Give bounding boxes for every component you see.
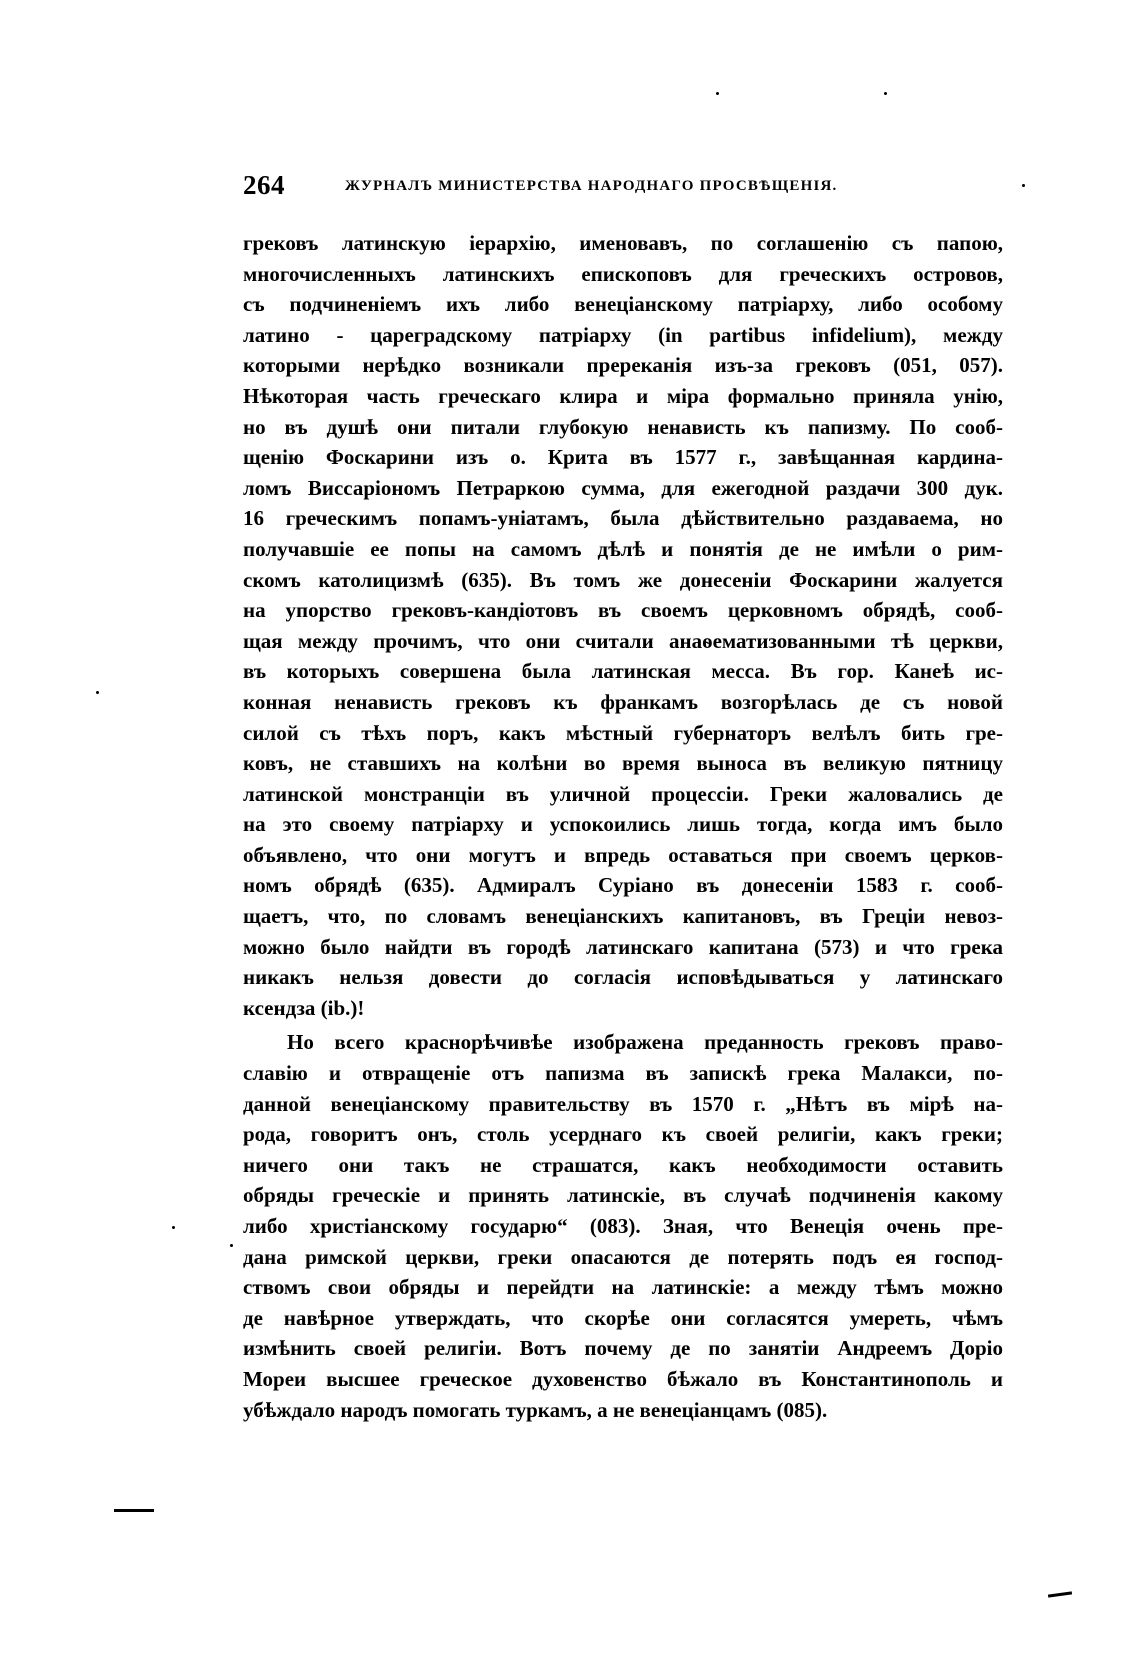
text-line: обряды греческіе и принять латинскіе, въ случаѣ подчиненія какому xyxy=(243,1183,1003,1208)
text-line: на упорство грековъ-кандіотовъ въ своемъ церковномъ обрядѣ, сооб- xyxy=(243,598,1003,623)
running-title: ЖУРНАЛЪ МИНИСТЕРСТВА НАРОДНАГО ПРОСВѢЩЕНІЯ. xyxy=(345,178,838,194)
text-line: щенію Фоскарини изъ о. Крита въ 1577 г., завѣщанная кардина- xyxy=(243,445,1003,470)
scan-artifact-mark xyxy=(1048,1591,1072,1597)
text-line: на это своему патріарху и успокоились лишь тогда, когда имъ было xyxy=(243,812,1003,837)
text-line: грековъ латинскую іерархію, именовавъ, по соглашенію съ папою, xyxy=(243,231,1003,255)
text-line: 16 греческимъ попамъ-уніатамъ, была дѣйствительно раздаваема, но xyxy=(243,506,1003,531)
text-line: ксендза (ib.)! xyxy=(243,995,365,1020)
scan-artifact-dot xyxy=(884,92,887,95)
text-line: въ которыхъ совершена была латинская месса. Въ гор. Канеѣ ис- xyxy=(243,659,1003,684)
scan-artifact-mark xyxy=(114,1509,154,1512)
scan-artifact-dot xyxy=(96,691,99,694)
text-line: ствомъ свои обряды и перейдти на латинскіе: а между тѣмъ можно xyxy=(243,1275,1003,1300)
scan-artifact-dot xyxy=(172,1226,175,1229)
text-line: де навѣрное утверждать, что скорѣе они согласятся умереть, чѣмъ xyxy=(243,1305,1003,1330)
text-line: латино - цареградскому патріарху (in partibus infidelium), между xyxy=(243,322,1003,347)
text-line: никакъ нельзя довести до согласія исповѣдываться у латинскаго xyxy=(243,965,1003,990)
text-line: дана римской церкви, греки опасаются де потерять подъ ея господ- xyxy=(243,1244,1003,1269)
page-number: 264 xyxy=(243,170,285,200)
text-line: рода, говоритъ онъ, столь усерднаго къ своей религіи, какъ греки; xyxy=(243,1122,1003,1147)
scan-artifact-dot xyxy=(230,1244,233,1247)
text-line: можно было найдти въ городѣ латинскаго капитана (573) и что грека xyxy=(243,934,1003,959)
text-line: которыми нерѣдко возникали пререканія изъ-за грековъ (051, 057). xyxy=(243,353,1003,378)
text-line: номъ обрядѣ (635). Адмиралъ Суріано въ донесеніи 1583 г. сооб- xyxy=(243,873,1003,898)
text-line: славію и отвращеніе отъ папизма въ запискѣ грека Малакси, по- xyxy=(243,1061,1003,1086)
text-line: силой съ тѣхъ поръ, какъ мѣстный губернаторъ велѣлъ бить гре- xyxy=(243,720,1003,745)
text-line: ковъ, не ставшихъ на колѣни во время выноса въ великую пятницу xyxy=(243,751,1003,776)
paragraph-1 xyxy=(243,228,1003,1023)
text-line: измѣнить своей религіи. Вотъ почему де по занятіи Андреемъ Доріо xyxy=(243,1336,1003,1361)
body-text xyxy=(243,228,1003,1425)
text-line: Но всего краснорѣчивѣе изображена преданность грековъ право- xyxy=(287,1030,1003,1055)
text-line: Нѣкоторая часть греческаго клира и міра формально приняла унію, xyxy=(243,383,1003,408)
text-line: Мореи высшее греческое духовенство бѣжало въ Константинополь и xyxy=(243,1366,1003,1391)
text-line: либо христіанскому государю“ (083). Зная, что Венеція очень пре- xyxy=(243,1214,1003,1238)
text-line: ломъ Виссаріономъ Петраркою сумма, для ежегодной раздачи 300 дук. xyxy=(243,475,1003,500)
text-line: конная ненависть грековъ къ франкамъ возгорѣлась де съ новой xyxy=(243,689,1003,714)
text-line: латинской монстранціи въ уличной процессіи. Греки жаловались де xyxy=(243,781,1003,806)
text-line: убѣждало народъ помогать туркамъ, а не венеціанцамъ (085). xyxy=(243,1397,828,1422)
page-header xyxy=(243,170,1003,210)
paragraph-2 xyxy=(243,1027,1003,1425)
text-line: ничего они такъ не страшатся, какъ необходимости оставить xyxy=(243,1152,1003,1177)
text-line: щаетъ, что, по словамъ венеціанскихъ капитановъ, въ Греціи невоз- xyxy=(243,904,1003,929)
text-line: данной венеціанскому правительству въ 1570 г. „Нѣтъ въ мірѣ на- xyxy=(243,1091,1003,1116)
text-line: многочисленныхъ латинскихъ епископовъ для греческихъ островов, xyxy=(243,261,1003,286)
text-line: получавшіе ее попы на самомъ дѣлѣ и понятія де не имѣли о рим- xyxy=(243,536,1003,561)
text-line: скомъ католицизмѣ (635). Въ томъ же донесеніи Фоскарини жалуется xyxy=(243,567,1003,592)
text-line: объявлено, что они могутъ и впредь оставаться при своемъ церков- xyxy=(243,842,1003,867)
text-line: но въ душѣ они питали глубокую ненависть къ папизму. По сооб- xyxy=(243,414,1003,439)
scan-artifact-dot xyxy=(716,92,719,95)
text-line: съ подчиненіемъ ихъ либо венеціанскому патріарху, либо особому xyxy=(243,292,1003,317)
text-line: щая между прочимъ, что они считали анаѳематизованными тѣ церкви, xyxy=(243,628,1003,653)
scan-artifact-dot xyxy=(1022,184,1025,187)
